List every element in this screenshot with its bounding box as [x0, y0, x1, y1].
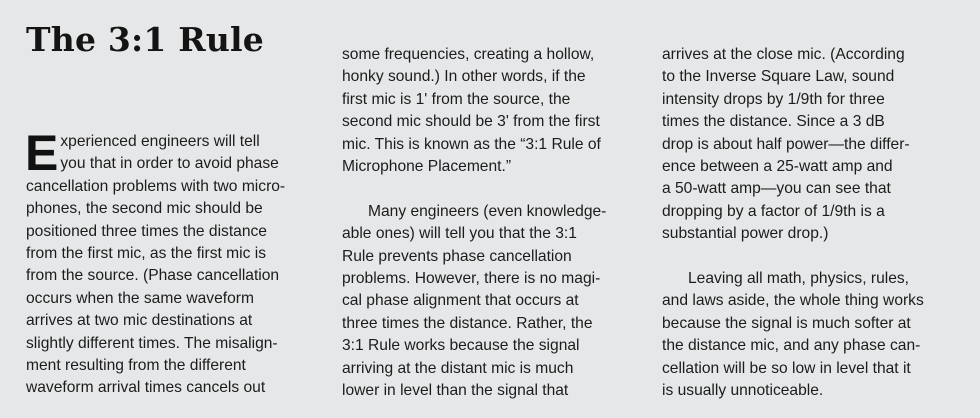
paragraph [25, 125, 326, 400]
text-line: because the signal is much softer at [662, 314, 911, 332]
text-column-2 [342, 44, 642, 402]
paragraph [662, 44, 962, 246]
text-line: Leaving all math, physics, rules, [688, 270, 910, 288]
text-line: problems. However, there is no magi- [342, 270, 601, 288]
drop-cap: E [25, 125, 59, 181]
text-line: Rule prevents phase cancellation [342, 247, 572, 265]
text-line: waveform arrival times cancels out [26, 379, 266, 397]
text-line: occurs when the same waveform [26, 289, 254, 307]
text-line: honky sound.) In other words, if the [342, 68, 586, 86]
text-line: a 50-watt amp—you can see that [662, 180, 891, 198]
text-line: ence between a 25-watt amp and [662, 158, 893, 176]
text-line: arrives at the close mic. (According [662, 46, 905, 63]
paragraph [342, 44, 642, 178]
text-line: is usually unnoticeable. [662, 382, 824, 400]
text-line: slightly different times. The misalign- [26, 334, 278, 352]
text-line: phones, the second mic should be [26, 200, 263, 218]
text-line: xperienced engineers will tell [60, 133, 260, 150]
text-line: second mic should be 3' from the first [342, 113, 600, 131]
text-line: cellation will be so low in level that it [662, 359, 911, 377]
text-line: mic. This is known as the “3:1 Rule of [342, 135, 601, 153]
text-line: Many engineers (even knowledge- [368, 202, 607, 220]
text-line: ment resulting from the different [26, 357, 246, 375]
text-line: arrives at two mic destinations at [26, 312, 253, 330]
paragraph-gap [662, 246, 962, 268]
text-line: the distance mic, and any phase can- [662, 337, 921, 355]
paragraph [342, 201, 642, 403]
text-line: and laws aside, the whole thing works [662, 292, 924, 310]
text-line: drop is about half power—the differ- [662, 135, 910, 153]
text-column-1 [25, 125, 326, 400]
text-line: 3:1 Rule works because the signal [342, 337, 580, 355]
text-line: first mic is 1' from the source, the [342, 90, 571, 108]
text-line: cancellation problems with two micro- [26, 177, 286, 195]
text-line: times the distance. Since a 3 dB [662, 113, 885, 131]
text-line: lower in level than the signal that [342, 382, 569, 400]
text-line: you that in order to avoid phase [60, 155, 279, 173]
text-line: positioned three times the distance [26, 222, 267, 240]
text-line: arriving at the distant mic is much [342, 359, 574, 377]
paragraph-gap [342, 178, 642, 200]
text-line: from the first mic, as the first mic is [26, 245, 267, 263]
text-line: three times the distance. Rather, the [342, 314, 593, 332]
article-title: The 3:1 Rule [26, 20, 264, 59]
text-column-3 [662, 44, 962, 402]
text-line: Microphone Placement.” [342, 158, 512, 176]
text-line: intensity drops by 1/9th for three [662, 90, 885, 108]
text-line: from the source. (Phase cancellation [26, 267, 280, 285]
text-line: to the Inverse Square Law, sound [662, 68, 895, 86]
text-line: dropping by a factor of 1/9th is a [662, 202, 885, 220]
text-line: able ones) will tell you that the 3:1 [342, 225, 577, 243]
text-line: substantial power drop.) [662, 225, 829, 243]
text-line: cal phase alignment that occurs at [342, 292, 579, 310]
text-line: some frequencies, creating a hollow, [342, 46, 595, 63]
paragraph [662, 268, 962, 402]
